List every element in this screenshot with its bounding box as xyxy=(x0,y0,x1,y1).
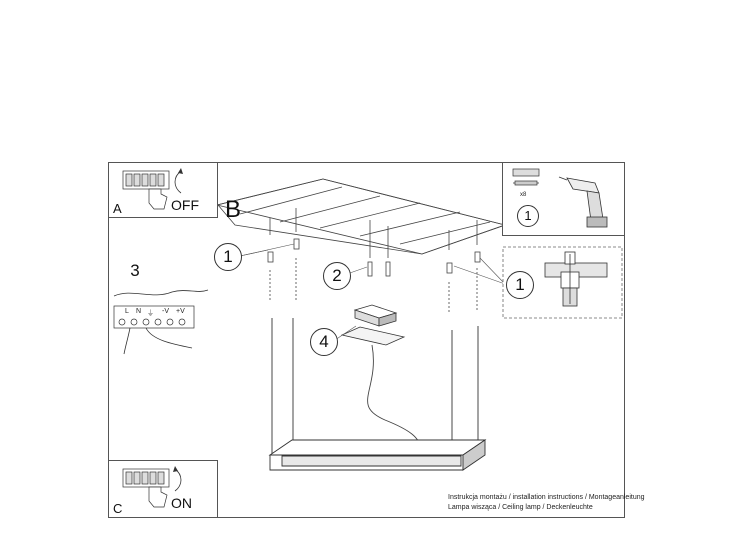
anchor-count: x8 xyxy=(520,192,527,198)
drill-icon xyxy=(559,177,607,227)
panel-a-letter: A xyxy=(113,201,122,216)
panel-a-power-off xyxy=(108,162,218,218)
terminal-block-icon xyxy=(123,171,169,189)
callout-1-right: 1 xyxy=(506,271,534,299)
footer-line-2: Lampa wisząca / Ceiling lamp / Deckenleuchte xyxy=(448,504,593,511)
footer-line-1: Instrukcja montażu / installation instructions / Montageanleitung xyxy=(448,494,645,501)
panel-wiring xyxy=(112,258,212,358)
rotate-arrow-icon xyxy=(175,469,181,491)
callout-2: 2 xyxy=(323,262,351,290)
power-cable xyxy=(368,345,420,448)
on-label: ON xyxy=(171,495,192,511)
callout-3: 3 xyxy=(122,258,148,284)
terminal-label: ⏚ xyxy=(147,310,154,317)
hand-icon xyxy=(149,189,167,209)
callout-1-tools: 1 xyxy=(517,205,539,227)
panel-b-letter: B xyxy=(225,196,242,223)
canopy xyxy=(342,305,404,345)
terminal-block-icon xyxy=(123,469,169,487)
lamp-frame xyxy=(270,440,485,470)
terminal-label: L xyxy=(125,308,129,315)
panel-c-letter: C xyxy=(113,501,123,516)
leader-lines xyxy=(240,244,505,340)
callout-4: 4 xyxy=(310,328,338,356)
wall-plug-icon xyxy=(513,169,539,185)
terminal-label: +V xyxy=(176,308,185,315)
panel-c-power-on xyxy=(108,460,218,518)
terminal-label: N xyxy=(136,308,142,315)
hand-icon xyxy=(149,487,167,507)
off-label: OFF xyxy=(171,197,199,213)
panel-tools xyxy=(502,162,625,236)
terminal-label: -V xyxy=(162,308,169,315)
callout-1-left: 1 xyxy=(214,243,242,271)
rotate-arrow-icon xyxy=(175,171,181,193)
ceiling-surface xyxy=(217,179,505,254)
